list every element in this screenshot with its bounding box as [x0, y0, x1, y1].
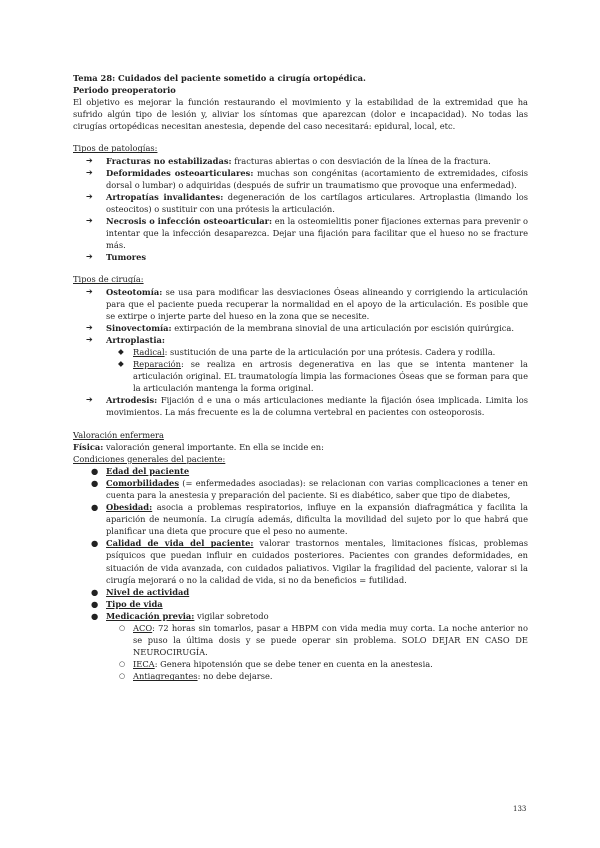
- list-item: ● Tipo de vida: [91, 598, 163, 609]
- cirugia-heading: Tipos de cirugía:: [73, 274, 144, 285]
- list-item: ● Calidad de vida del paciente: valorar trastornos mentales, limitaciones físicas, problemas psíquicos que puedan influir en cuidados posteriores. Pacientes con grandes deformidades, en situación de vida avanzada, con cuidados paliativos. Vigilar la fragilidad del paciente, valorar si la cirugía mejorará o no la calidad de vida, si no da beneficios = futilidad.: [91, 538, 528, 585]
- arrow-icon: ➔: [86, 167, 93, 177]
- arrow-icon: ➔: [86, 155, 93, 165]
- arrow-icon: ➔: [86, 395, 93, 405]
- list-item: ● Obesidad: asocia a problemas respiratorios, influye en la expansión diafragmática y facilita la aparición de neumonía. La cirugía además, dificulta la movilidad del sujeto por lo que habrá que planificar una dieta que procure que el peso no aumente.: [91, 502, 528, 537]
- sublist-item: ○ IECA: Genera hipotensión que se debe tener en cuenta en la anestesia.: [119, 659, 433, 670]
- bullet-icon: ●: [91, 586, 99, 597]
- condiciones-list: [73, 465, 528, 683]
- bullet-icon: ●: [91, 477, 99, 488]
- list-item-artrodesis: ➔ Artrodesis: Fijación d e una o más articulaciones mediante la fijación ósea implicada. Limita los movimientos. La más frecuente es la de columna vertebral en pacientes con osteoporosis.: [86, 395, 528, 418]
- patologias-list: [73, 155, 528, 264]
- diamond-icon: ◆: [118, 359, 124, 369]
- list-item-sinovectomia: ➔ Sinovectomía: extirpación de la membrana sinovial de una articulación por escisión quirúrgica.: [86, 322, 514, 333]
- bullet-icon: ●: [91, 465, 99, 476]
- condiciones-heading: Condiciones generales del paciente:: [73, 453, 226, 464]
- bullet-icon: ●: [91, 538, 99, 549]
- list-item: ➔ Necrosis o infección osteoarticular: en la osteomielitis poner fijaciones externas para prevenir o intentar que la infección desaparezca. Dejar una fijación para facilitar que el hueso no se fracture más.: [86, 216, 529, 251]
- bullet-icon: ●: [91, 610, 99, 621]
- arrow-icon: ➔: [86, 334, 93, 344]
- list-item-medicacion: ● Medicación previa: vigilar sobretodo ○ ACO: 72 horas sin tomarlos, pasar a HBPM con vida media muy corta. La noche anterior no se puso la última dosis y se puede operar sin problema. SOLO DEJAR EN CASO DE NEUROCIRUGÍA. ○ IECA: Genera hipotensión que se debe tener en cuenta en la anestesia. ○ Antiagregantes: no debe dejarse.: [73, 610, 528, 683]
- page-number: 133: [513, 805, 527, 813]
- list-item: ➔ Artropatías invalidantes: degeneración de los cartílagos articulares. Artroplastia (limando los osteocitos) o sustituir con una prótesis la articulación.: [86, 191, 528, 214]
- list-item: ● Edad del paciente: [91, 465, 190, 476]
- list-item-artroplastia: ➔ Artroplastia: ◆ Radical: sustitución de una parte de la articulación por una prótesis. Cadera y rodilla. ◆ Reparación: se realiza en artrosis degenerativa en las que se intenta mantener la articulación original. EL traumatología limpia las formaciones Óseas que se forman para que la articulación mantenga la forma original.: [73, 334, 528, 394]
- section-subtitle: Periodo preoperatorio: [73, 85, 176, 96]
- bullet-icon: ●: [91, 502, 99, 513]
- document-title: Tema 28: Cuidados del paciente sometido a cirugía ortopédica.: [73, 73, 366, 83]
- document-page: [73, 72, 528, 683]
- arrow-icon: ➔: [86, 322, 93, 332]
- arrow-icon: ➔: [86, 216, 93, 226]
- cirugia-list: [73, 286, 528, 419]
- arrow-icon: ➔: [86, 191, 93, 201]
- patologias-heading: Tipos de patologías:: [73, 143, 158, 154]
- sublist-item: ◆ Radical: sustitución de una parte de la articulación por una prótesis. Cadera y rodilla.: [118, 346, 496, 357]
- arrow-icon: ➔: [86, 252, 93, 262]
- list-item-osteotomia: ➔ Osteotomía: se usa para modificar las desviaciones Óseas alineando y corrigiendo la articulación para que el paciente pueda recuperar la normalidad en el apoyo de la articulación. Es posible que se extirpe o injerte parte del hueso en la zona que se necesite.: [86, 286, 528, 321]
- fisica-line: Física: valoración general importante. En ella se incide en:: [73, 441, 324, 452]
- list-item: ➔ Tumores: [86, 252, 147, 263]
- sublist-item: ◆ Reparación: se realiza en artrosis degenerativa en las que se intenta mantener la articulación original. EL traumatología limpia las formaciones Óseas que se forman para que la articulación mantenga la forma original.: [118, 359, 528, 394]
- medicacion-sublist: [73, 622, 528, 682]
- circle-icon: ○: [119, 660, 126, 669]
- artroplastia-sublist: [73, 346, 528, 394]
- sublist-item: ○ Antiagregantes: no debe dejarse.: [119, 671, 273, 682]
- bullet-icon: ●: [91, 598, 99, 609]
- circle-icon: ○: [119, 672, 126, 681]
- list-item: ➔ Fracturas no estabilizadas: fracturas abiertas o con desviación de la línea de la fractura.: [86, 155, 491, 166]
- valoracion-heading: Valoración enfermera: [73, 429, 164, 440]
- diamond-icon: ◆: [118, 346, 124, 356]
- arrow-icon: ➔: [86, 286, 93, 296]
- list-item: ➔ Deformidades osteoarticulares: muchas son congénitas (acortamiento de extremidades, cifosis dorsal o lumbar) o adquiridas (después de sufrir un traumatismo que provoque una enfermedad).: [86, 167, 528, 190]
- intro-paragraph: El objetivo es mejorar la función restaurando el movimiento y la estabilidad de la extremidad que ha sufrido algún tipo de lesión y, aliviar los síntomas que aparezcan (dolor e incapacidad). No todas las cirugías ortopédicas necesitan anestesia, depende del caso necesitará: epidural, local, etc.: [73, 97, 528, 132]
- sublist-item: ○ ACO: 72 horas sin tomarlos, pasar a HBPM con vida media muy corta. La noche anterior no se puso la última dosis y se puede operar sin problema. SOLO DEJAR EN CASO DE NEUROCIRUGÍA.: [119, 623, 528, 658]
- list-item: ● Nivel de actividad: [91, 586, 190, 597]
- circle-icon: ○: [119, 624, 126, 633]
- list-item: ● Comorbilidades (= enfermedades asociadas): se relacionan con varias complicaciones a tener en cuenta para la anestesia y preparación del paciente. Si es diabético, saber que tipo de diabetes,: [91, 477, 528, 500]
